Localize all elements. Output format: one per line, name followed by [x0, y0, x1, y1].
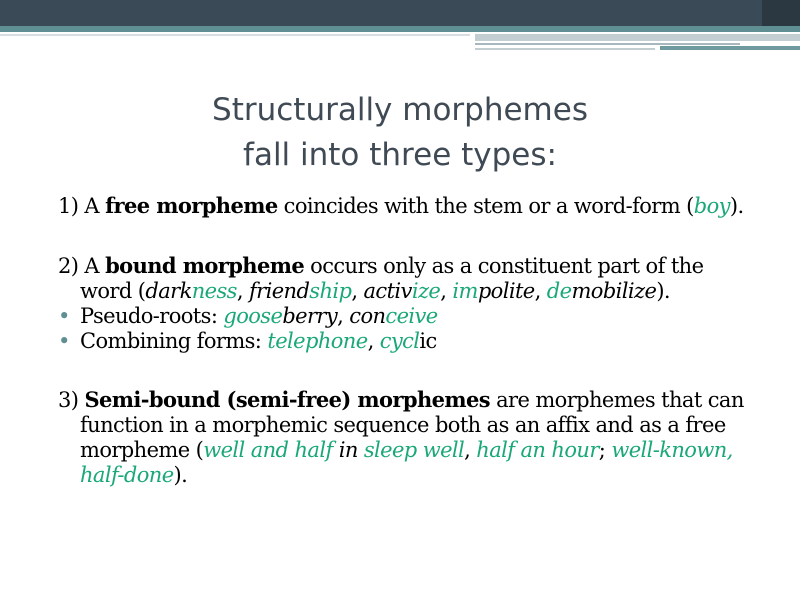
text: coincides with the stem or a word-form (: [277, 194, 694, 218]
term-bound-morpheme: bound morpheme: [105, 253, 305, 278]
item-number: 2): [58, 254, 79, 278]
example-affix: de: [546, 279, 572, 303]
example-affix: ness: [191, 279, 237, 303]
example-affix: ceive: [385, 304, 438, 328]
item-bound-morpheme: [58, 253, 758, 304]
bullet-icon: •: [58, 304, 70, 328]
example-stem: con: [349, 304, 386, 328]
slide-title: [0, 88, 800, 178]
example-stem: polite: [477, 279, 535, 303]
bullet-label: Pseudo-roots:: [80, 304, 224, 328]
text: ,: [351, 279, 364, 303]
decor-stripe: [475, 43, 740, 45]
top-band-accent: [0, 26, 800, 32]
example-stem: mobilize: [571, 279, 657, 303]
example-stem: berry: [282, 304, 338, 328]
text: ,: [464, 438, 477, 462]
example-stem: dark: [145, 279, 192, 303]
bullet-icon: •: [58, 329, 70, 353]
top-band-right: [762, 0, 800, 26]
text: ).: [656, 279, 670, 303]
text: ,: [367, 329, 380, 353]
item-free-morpheme: [58, 193, 758, 219]
text: ).: [173, 463, 188, 487]
example-word: boy: [693, 194, 730, 218]
text: are morphemes that can function in a morphemic sequence both as an affix and as a free morpheme (: [80, 388, 744, 462]
slide-body: [58, 193, 758, 488]
text: ,: [236, 279, 249, 303]
text: occurs only as a constituent part of the word (: [80, 254, 704, 303]
example-affix: cycl: [379, 329, 420, 353]
decor-stripe: [475, 48, 655, 50]
example-stem: activ: [363, 279, 412, 303]
bullet-combining-forms: [58, 329, 758, 354]
example-affix: im: [452, 279, 478, 303]
text: A: [78, 194, 106, 218]
example-word: half an hour: [476, 438, 599, 462]
title-line-2: fall into three types:: [243, 137, 557, 173]
bullet-pseudo-roots: [58, 304, 758, 329]
text: ).: [729, 194, 744, 218]
text: ,: [534, 279, 547, 303]
example-affix: goose: [223, 304, 283, 328]
decor-stripe: [660, 46, 800, 50]
term-semi-bound-morpheme: Semi-bound (semi-free) morphemes: [84, 387, 491, 412]
bullet-label: Combining forms:: [80, 329, 268, 353]
example-word: telephone: [267, 329, 368, 353]
example-affix: ship: [309, 279, 352, 303]
top-band: [0, 0, 800, 26]
example-word: sleep well: [363, 438, 465, 462]
example-stem-plain: ic: [419, 329, 437, 353]
item-semi-bound-morpheme: [58, 387, 758, 488]
text: ;: [598, 438, 612, 462]
example-stem: friend: [248, 279, 310, 303]
item-number: 1): [58, 194, 79, 218]
term-free-morpheme: free morpheme: [105, 193, 278, 218]
example-word: well and half: [203, 438, 333, 462]
example-word: well-known, half-done: [80, 438, 733, 487]
text: in: [332, 438, 364, 462]
title-line-1: Structurally morphemes: [212, 92, 588, 128]
decor-stripe: [475, 34, 800, 41]
text: A: [78, 254, 106, 278]
decor-stripe: [0, 34, 470, 36]
text: ,: [337, 304, 350, 328]
text: ,: [440, 279, 453, 303]
example-affix: ize: [411, 279, 441, 303]
item-number: 3): [58, 388, 79, 412]
